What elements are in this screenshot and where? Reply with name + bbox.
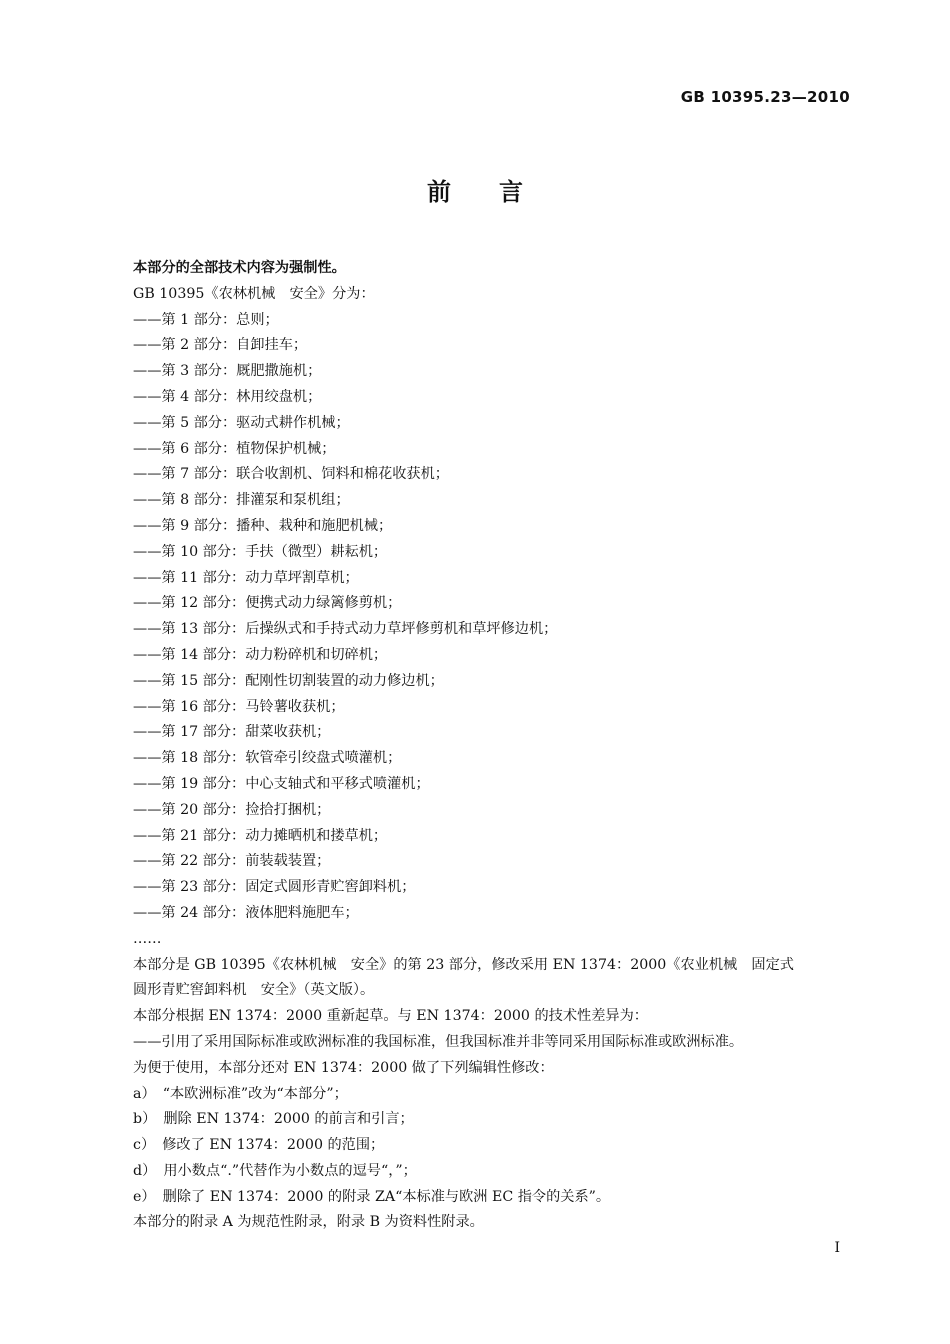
part-item: ——第 18 部分：软管牵引绞盘式喷灌机；	[133, 750, 402, 767]
editorial-item: d） 用小数点“.”代替作为小数点的逗号“，”；	[133, 1162, 417, 1179]
series-intro: GB 10395《农林机械 安全》分为：	[133, 285, 375, 302]
editorial-item: e） 删除了 EN 1374：2000 的附录 ZA“本标准与欧洲 EC 指令的关系”。	[133, 1188, 611, 1205]
part-item: ——第 16 部分：马铃薯收获机；	[133, 698, 345, 715]
part-item: ——第 11 部分：动力草坪割草机；	[133, 569, 359, 586]
technical-difference: ——引用了采用国际标准或欧洲标准的我国标准，但我国标准并非等同采用国际标准或欧洲标准。	[133, 1033, 744, 1050]
adoption-statement-line-1: 本部分是 GB 10395《农林机械 安全》的第 23 部分，修改采用 EN 1374：2000《农业机械 固定式	[133, 956, 794, 973]
foreword-content	[133, 256, 853, 1236]
part-item: ——第 20 部分：捡拾打捆机；	[133, 801, 331, 818]
part-item: ——第 12 部分：便携式动力绿篱修剪机；	[133, 595, 402, 612]
redraft-statement: 本部分根据 EN 1374：2000 重新起草。与 EN 1374：2000 的技术性差异为：	[133, 1008, 648, 1025]
adoption-statement-line-2: 圆形青贮窖卸料机 安全》（英文版）。	[133, 982, 375, 999]
parts-ellipsis: ……	[133, 930, 162, 947]
part-item: ——第 13 部分：后操纵式和手持式动力草坪修剪机和草坪修边机；	[133, 621, 558, 638]
annex-note: 本部分的附录 A 为规范性附录，附录 B 为资料性附录。	[133, 1214, 484, 1231]
editorial-item: b） 删除 EN 1374：2000 的前言和引言；	[133, 1111, 414, 1128]
editorial-item: a） “本欧洲标准”改为“本部分”；	[133, 1085, 348, 1102]
part-item: ——第 2 部分：自卸挂车；	[133, 337, 308, 354]
part-item: ——第 8 部分：排灌泵和泵机组；	[133, 492, 350, 509]
part-item: ——第 23 部分：固定式圆形青贮窖卸料机；	[133, 879, 416, 896]
part-item: ——第 24 部分：液体肥料施肥车；	[133, 904, 359, 921]
part-item: ——第 1 部分：总则；	[133, 311, 279, 328]
page-title: 前言	[427, 178, 571, 206]
mandatory-statement: 本部分的全部技术内容为强制性。	[133, 260, 346, 276]
part-item: ——第 17 部分：甜菜收获机；	[133, 724, 331, 741]
part-item: ——第 6 部分：植物保护机械；	[133, 440, 336, 457]
part-item: ——第 10 部分：手扶（微型）耕耘机；	[133, 543, 388, 560]
editorial-intro: 为便于使用，本部分还对 EN 1374：2000 做了下列编辑性修改：	[133, 1059, 554, 1076]
part-item: ——第 5 部分：驱动式耕作机械；	[133, 414, 350, 431]
standard-number: GB 10395.23—2010	[680, 88, 850, 106]
part-item: ——第 3 部分：厩肥撒施机；	[133, 363, 322, 380]
part-item: ——第 4 部分：林用绞盘机；	[133, 388, 322, 405]
editorial-item: c） 修改了 EN 1374：2000 的范围；	[133, 1137, 385, 1154]
part-item: ——第 19 部分：中心支轴式和平移式喷灌机；	[133, 775, 430, 792]
parts-list	[133, 308, 853, 927]
part-item: ——第 9 部分：播种、栽种和施肥机械；	[133, 517, 393, 534]
part-item: ——第 14 部分：动力粉碎机和切碎机；	[133, 646, 388, 663]
part-item: ——第 22 部分：前装载装置；	[133, 853, 331, 870]
page-number: I	[834, 1240, 840, 1256]
part-item: ——第 7 部分：联合收割机、饲料和棉花收获机；	[133, 466, 449, 483]
part-item: ——第 21 部分：动力摊晒机和搂草机；	[133, 827, 388, 844]
part-item: ——第 15 部分：配刚性切割装置的动力修边机；	[133, 672, 444, 689]
editorial-list	[133, 1082, 853, 1211]
